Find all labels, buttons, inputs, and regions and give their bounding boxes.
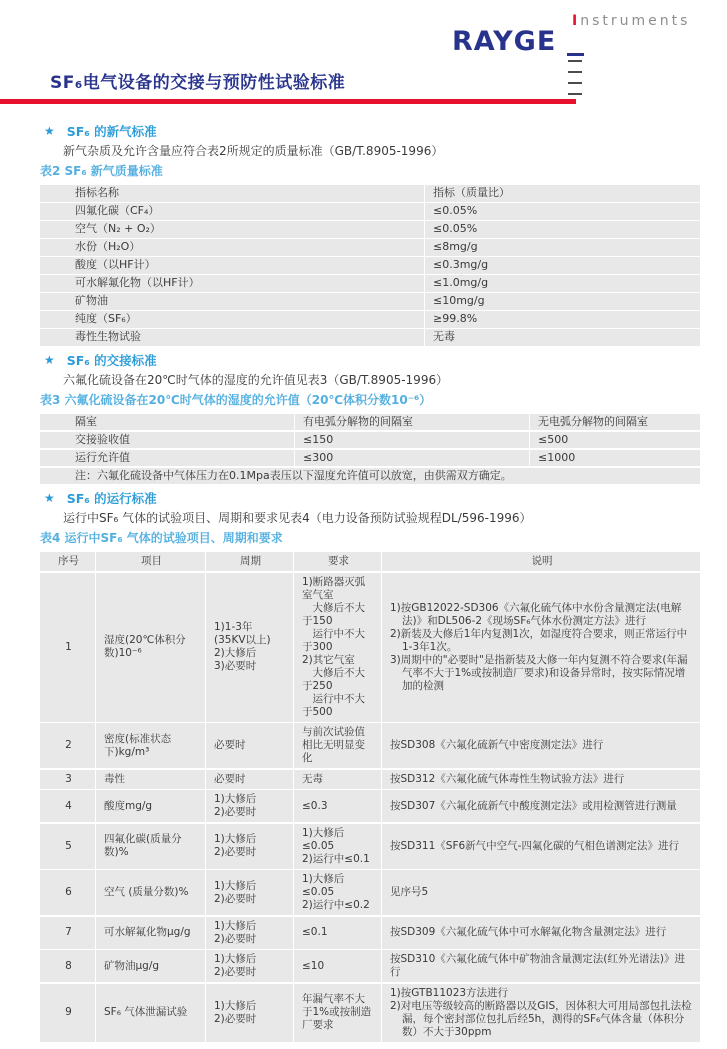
section-title: SF₆ 的交接标准: [66, 352, 157, 368]
cell-explanation: 按SD309《六氟化硫气体中可水解氟化物含量测定法》进行: [390, 926, 667, 938]
cell-requirement: 无毒: [294, 770, 382, 789]
column-header: 周期: [206, 552, 294, 571]
cell-explanation: 按SD310《六氟化硫气体中矿物油含量测定法(红外光谱法)》进行: [390, 953, 685, 978]
table-row: [40, 311, 700, 328]
column-header: 隔室: [40, 414, 295, 431]
star-icon: ★: [44, 124, 55, 138]
cell-explanation: 见序号5: [390, 886, 429, 898]
section-heading-new-gas: [44, 124, 700, 139]
cell-item: 空气 (质量分数)%: [96, 870, 206, 915]
table-note: 注：六氟化硫设备中气体压力在0.1Mpa表压以下湿度允许值可以放宽，由供需双方确定。: [75, 468, 512, 482]
cell-requirement: ≤10: [294, 950, 382, 982]
column-header: 项目: [96, 552, 206, 571]
cell-requirement: 1)大修后≤0.05 2)运行中≤0.1: [294, 824, 382, 869]
table-cell: 纯度（SF₆）: [40, 311, 425, 328]
table-cell: 可水解氟化物（以HF计）: [40, 275, 425, 292]
cell-no: 8: [40, 950, 96, 982]
table-cell: ≤0.3mg/g: [433, 258, 489, 271]
table-row: [40, 221, 700, 238]
brand-suffix: Instruments: [572, 13, 691, 29]
table-row: [40, 790, 700, 822]
table-cell: 运行允许值: [40, 450, 295, 467]
table-header-row: [40, 414, 700, 431]
column-header: 说明: [531, 555, 553, 567]
cell-item: 四氟化碳(质量分数)%: [96, 824, 206, 869]
column-header: 指标名称: [40, 185, 425, 202]
cell-cycle: 1)大修后 2)必要时: [206, 790, 294, 822]
table-cell: ≤1000: [538, 450, 576, 464]
cell-no: 7: [40, 917, 96, 949]
section-body-operation: 运行中SF₆ 气体的试验项目、周期和要求见表4（电力设备预防试验规程DL/596-1996）: [63, 511, 532, 525]
cell-item: 矿物油μg/g: [96, 950, 206, 982]
page-title: SF₆电气设备的交接与预防性试验标准: [50, 73, 346, 93]
table-cell: ≤0.05%: [433, 222, 478, 235]
cell-no: 4: [40, 790, 96, 822]
table-row: [40, 293, 700, 310]
cell-requirement: ≤0.3: [294, 790, 382, 822]
dash-decoration: [568, 60, 582, 104]
cell-requirement: 与前次试验值相比无明显变化: [294, 723, 382, 768]
table-cell: ≤1.0mg/g: [433, 276, 489, 289]
cell-no: 3: [40, 770, 96, 789]
cell-cycle: 1)大修后 2)必要时: [206, 870, 294, 915]
table-row: [40, 239, 700, 256]
table-row: [40, 870, 700, 915]
table2-new-gas-quality: [40, 185, 700, 346]
dash-icon: [568, 82, 582, 84]
cell-requirement: 1)断路器灭弧室气室 大修后不大于150 运行中不大于300 2)其它气室 大修后不大于250 运行中不大于500: [294, 573, 382, 722]
cell-explanation: 按SD311《SF6新气中空气-四氟化碳的气相色谱测定法》进行: [390, 839, 679, 852]
document-content: [40, 124, 700, 1049]
cell-cycle: 1)1-3年 (35KV以上) 2)大修后 3)必要时: [206, 573, 294, 722]
table-header-row: [40, 552, 700, 571]
table-cell: ≤0.05%: [433, 204, 478, 217]
table-row: [40, 984, 700, 1042]
table-row: [40, 723, 700, 768]
table-cell: 空气（N₂ + O₂）: [40, 221, 425, 238]
cell-no: 6: [40, 870, 96, 915]
cell-item: 密度(标准状态下)kg/m³: [96, 723, 206, 768]
cell-cycle: 1)大修后 2)必要时: [206, 950, 294, 982]
table-row: [40, 329, 700, 346]
cell-requirement: 1)大修后≤0.05 2)运行中≤0.2: [294, 870, 382, 915]
table-row: [40, 573, 700, 722]
cell-explanation: 按SD307《六氟化硫新气中酸度测定法》或用检测管进行测量: [390, 799, 677, 812]
dash-icon: [568, 60, 582, 62]
table-cell: ≤8mg/g: [433, 240, 478, 253]
cell-no: 1: [40, 573, 96, 722]
cell-no: 2: [40, 723, 96, 768]
cell-item: 可水解氟化物μg/g: [96, 917, 206, 949]
column-header: 指标（质量比）: [433, 186, 510, 199]
brand-logo: RAYGE: [452, 26, 557, 57]
table-cell: 矿物油: [40, 293, 425, 310]
column-header: 有电弧分解物的间隔室: [295, 414, 530, 431]
cell-item: SF₆ 气体泄漏试验: [96, 984, 206, 1042]
cell-explanation: 按SD308《六氟化硫新气中密度测定法》进行: [390, 739, 604, 751]
table-row: [40, 917, 700, 949]
table-cell: 无毒: [433, 330, 455, 343]
cell-explanation: 1)按GTB11023方法进行 2)对电压等级较高的断路器以及GIS，因体积大可用局部包扎法检漏，每个密封部位包扎后经5h，测得的SF₆气体含量（体积分数）不大于30ppm: [390, 986, 692, 1038]
table-cell: 毒性生物试验: [40, 329, 425, 346]
table-row: [40, 203, 700, 220]
section-title: SF₆ 的运行标准: [66, 491, 157, 506]
cell-explanation: 按SD312《六氟化硫气体毒性生物试验方法》进行: [390, 772, 625, 785]
cell-item: 酸度mg/g: [96, 790, 206, 822]
table-cell: ≤500: [538, 432, 569, 446]
table-row: [40, 770, 700, 789]
table-cell: 交接验收值: [40, 432, 295, 449]
cell-cycle: 必要时: [206, 723, 294, 768]
cell-no: 5: [40, 824, 96, 869]
section-body-new-gas: 新气杂质及允许含量应符合表2所规定的质量标准（GB/T.8905-1996）: [63, 144, 444, 158]
table-cell: ≥99.8%: [433, 312, 478, 325]
table-header-row: [40, 185, 700, 202]
star-icon: ★: [44, 352, 55, 367]
table-row: [40, 275, 700, 292]
table3-humidity-limits: [40, 414, 700, 485]
table4-test-items: [40, 552, 700, 1042]
cell-explanation: 1)按GB12022-SD306《六氟化硫气体中水份含量测定法(电解法)》和DL506-2《现场SF₆气体水份测定方法》进行 2)新装及大修后1年内复测1次，如湿度符合要求，则正常运行中1-3年1次。 3)周期中的"必要时"是指新装及大修一年内复测不符合要求(年漏气率不大于1%或按制造厂要求)和设备异常时，按实际情况增加的检测: [390, 601, 688, 692]
cell-item: 湿度(20℃体积分数)10⁻⁶: [96, 573, 206, 722]
table-cell: 酸度（以HF计）: [40, 257, 425, 274]
cell-cycle: 1)大修后 2)必要时: [206, 984, 294, 1042]
dash-icon: [568, 93, 582, 95]
table3-caption: 表3 六氟化硫设备在20℃时气体的湿度的允许值（20℃体积分数10⁻⁶）: [40, 392, 432, 407]
table2-caption: 表2 SF₆ 新气质量标准: [40, 164, 163, 178]
table-row: [40, 824, 700, 869]
cell-requirement: 年漏气率不大于1%或按制造厂要求: [294, 984, 382, 1042]
section-body-handover: 六氟化硫设备在20℃时气体的湿度的允许值见表3（GB/T.8905-1996）: [63, 372, 449, 387]
column-header: 无电弧分解物的间隔室: [538, 414, 648, 428]
section-heading-operation: [44, 491, 700, 506]
table-cell: ≤300: [295, 450, 530, 467]
table-cell: ≤10mg/g: [433, 294, 485, 307]
column-header: 要求: [294, 552, 382, 571]
cell-item: 毒性: [96, 770, 206, 789]
dash-icon: [568, 71, 582, 73]
star-icon: ★: [44, 491, 55, 505]
cell-cycle: 1)大修后 2)必要时: [206, 824, 294, 869]
table-row: [40, 257, 700, 274]
cell-cycle: 必要时: [206, 770, 294, 789]
cell-cycle: 1)大修后 2)必要时: [206, 917, 294, 949]
brand-underscore-mark: [567, 53, 584, 56]
table-row: [40, 450, 700, 467]
table-row: [40, 432, 700, 449]
section-title: SF₆ 的新气标准: [66, 124, 157, 139]
cell-requirement: ≤0.1: [294, 917, 382, 949]
table-row: [40, 950, 700, 982]
section-heading-handover: [44, 353, 700, 368]
column-header: 序号: [40, 552, 96, 571]
table-cell: 四氟化碳（CF₄）: [40, 203, 425, 220]
table-cell: ≤150: [295, 432, 530, 449]
table-note-row: [40, 468, 700, 485]
title-rule: [0, 99, 576, 104]
table4-caption: 表4 运行中SF₆ 气体的试验项目、周期和要求: [40, 531, 283, 545]
cell-no: 9: [40, 984, 96, 1042]
table-cell: 水份（H₂O）: [40, 239, 425, 256]
